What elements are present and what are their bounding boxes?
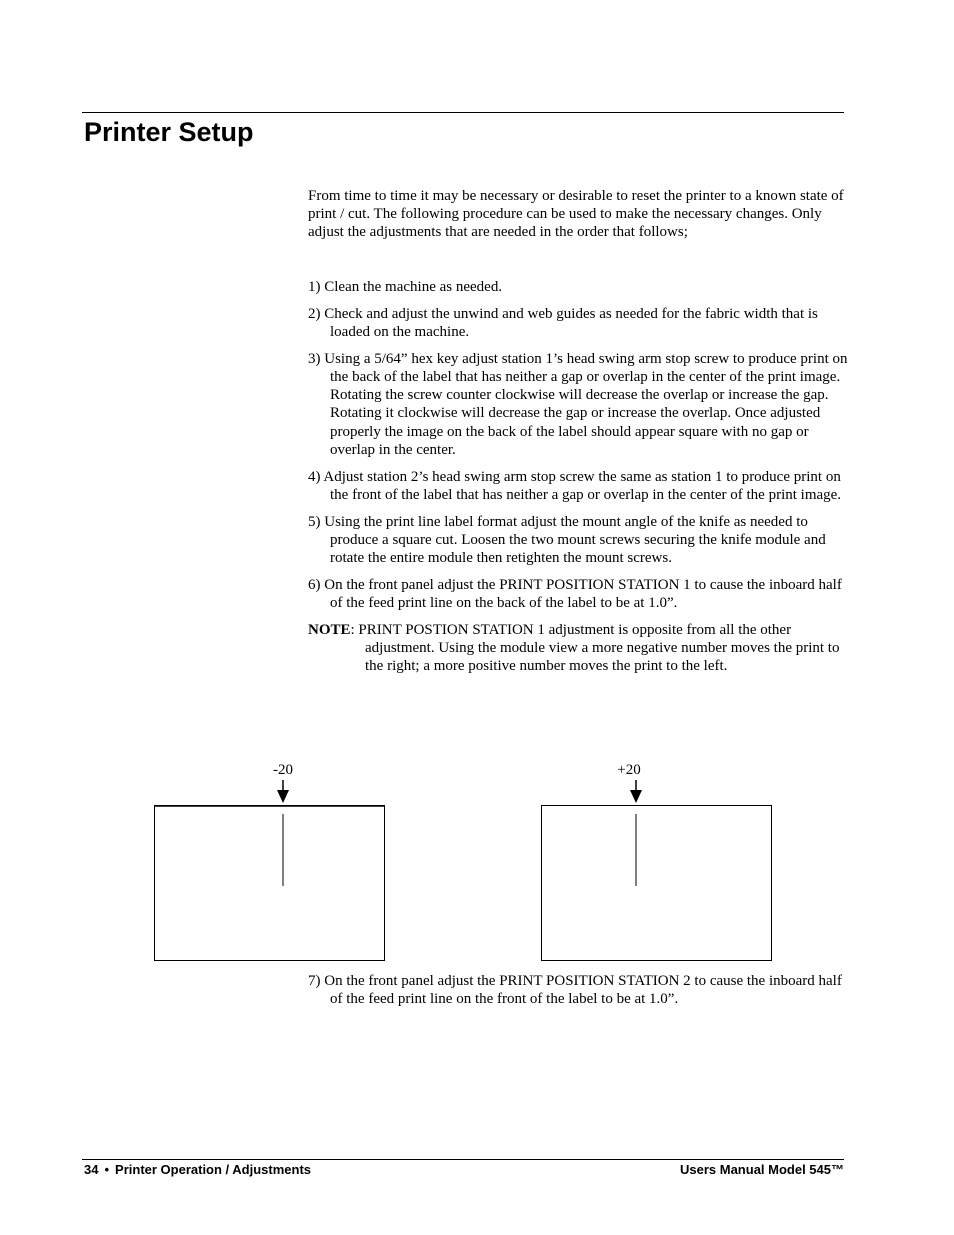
footer-section: Printer Operation / Adjustments	[115, 1162, 312, 1177]
procedure-steps	[308, 278, 848, 675]
left-arrow-head-icon	[277, 790, 289, 803]
right-position-label: +20	[617, 762, 641, 778]
bullet-icon: •	[104, 1162, 110, 1177]
step-7-block	[308, 972, 848, 1008]
page-title: Printer Setup	[84, 117, 254, 147]
left-position-label: -20	[273, 762, 293, 778]
step-2: 2) Check and adjust the unwind and web guides as needed for the fabric width that is loaded on the machine.	[308, 305, 818, 340]
right-label-outline	[542, 806, 772, 961]
footer-rule	[82, 1159, 844, 1160]
note-text: : PRINT POSTION STATION 1 adjustment is opposite from all the other adjustment. Using the module view a more negative number moves the print to the right; a more positive number moves the print to the left.	[350, 621, 840, 675]
right-arrow-head-icon	[630, 790, 642, 803]
step-3: 3) Using a 5/64” hex key adjust station 1’s head swing arm stop screw to produce print on the back of the label that has neither a gap or overlap in the center of the print image. Rotating the screw counter clockwise will decrease the overlap or increase the gap. Rotating it clockwise will decrease the gap or increase the overlap. Once adjusted properly the image on the back of the label should appear square with no gap or overlap in the center.	[308, 350, 848, 458]
footer-left	[84, 1162, 311, 1178]
step-1: 1) Clean the machine as needed.	[308, 279, 503, 295]
left-label-outline	[155, 806, 385, 961]
footer-manual-title: Users Manual Model 545™	[680, 1162, 844, 1177]
intro-paragraph	[308, 187, 848, 242]
intro-text: From time to time it may be necessary or desirable to reset the printer to a known state of print / cut. The following procedure can be used to make the necessary changes. Only adjust the adjustments that are needed in the order that follows;	[308, 188, 844, 241]
note-label: NOTE	[308, 621, 351, 638]
step-7: 7) On the front panel adjust the PRINT POSITION STATION 2 to cause the inboard half of the feed print line on the front of the label to be at 1.0”.	[308, 973, 842, 1008]
header-rule	[82, 112, 844, 113]
step-5: 5) Using the print line label format adjust the mount angle of the knife as needed to produce a square cut. Loosen the two mount screws securing the knife module and rotate the entire module then retighten the mount screws.	[308, 513, 826, 567]
step-6: 6) On the front panel adjust the PRINT POSITION STATION 1 to cause the inboard half of the feed print line on the back of the label to be at 1.0”.	[308, 576, 842, 612]
step-4: 4) Adjust station 2’s head swing arm stop screw the same as station 1 to produce print on the front of the label that has neither a gap or overlap in the center of the print image.	[308, 468, 842, 503]
note-paragraph	[308, 621, 848, 676]
page-number: 34	[84, 1162, 99, 1177]
